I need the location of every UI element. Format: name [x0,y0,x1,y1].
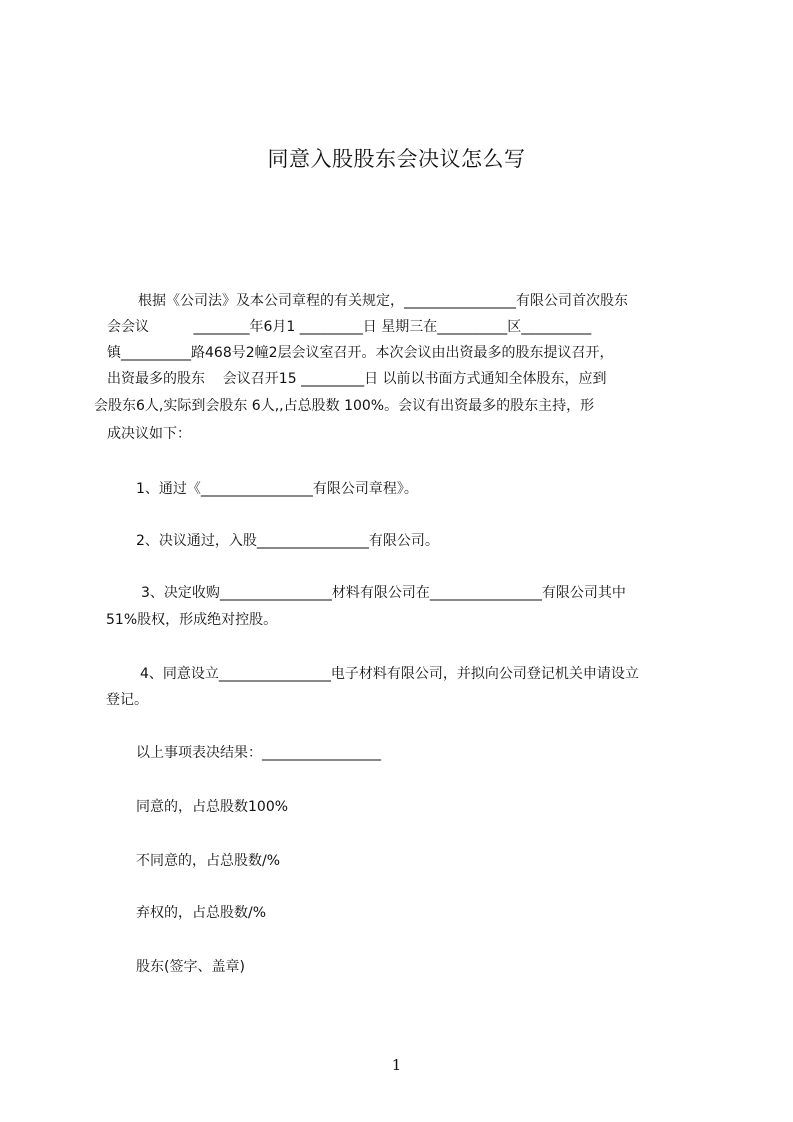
signature-line: 股东(签字、盖章) [136,959,245,975]
disagree-share: 不同意的，占总股数/% [136,853,281,869]
vote-result: 以上事项表决结果：_________________ [136,745,381,761]
agree-share: 同意的，占总股数100% [136,799,289,815]
abstain-share: 弃权的，占总股数/% [136,905,267,921]
resolution-item-3-line-2: 51%股权，形成绝对控股。 [106,612,278,628]
intro-line-6: 成决议如下： [107,426,191,442]
resolution-item-4-line-2: 登记。 [106,692,148,708]
resolution-item-4-line-1: 4、同意设立________________电子材料有限公司，并拟向公司登记机关申请设立 [140,666,639,682]
intro-line-2: 会会议 ________年6月1 _________日 星期三在__________区__________ [107,319,592,335]
resolution-item-3-line-1: 3、决定收购________________材料有限公司在________________有限公司其中 [141,585,626,601]
intro-line-5: 会股东6人,实际到会股东 6人,,占总股数 100%。会议有出资最多的股东主持，形 [94,398,595,414]
intro-line-1: 根据《公司法》及本公司章程的有关规定，________________有限公司首次股东 [138,293,628,309]
resolution-item-1: 1、通过《________________有限公司章程》。 [136,481,418,497]
intro-line-4: 出资最多的股东 会议召开15 _________日 以前以书面方式通知全体股东，应到 [107,371,607,387]
document-title: 同意入股股东会决议怎么写 [267,147,526,171]
resolution-item-2: 2、决议通过，入股________________有限公司。 [136,533,439,549]
intro-line-3: 镇__________路468号2幢2层会议室召开。本次会议由出资最多的股东提议召开， [107,345,614,361]
page-number: 1 [391,1056,402,1074]
